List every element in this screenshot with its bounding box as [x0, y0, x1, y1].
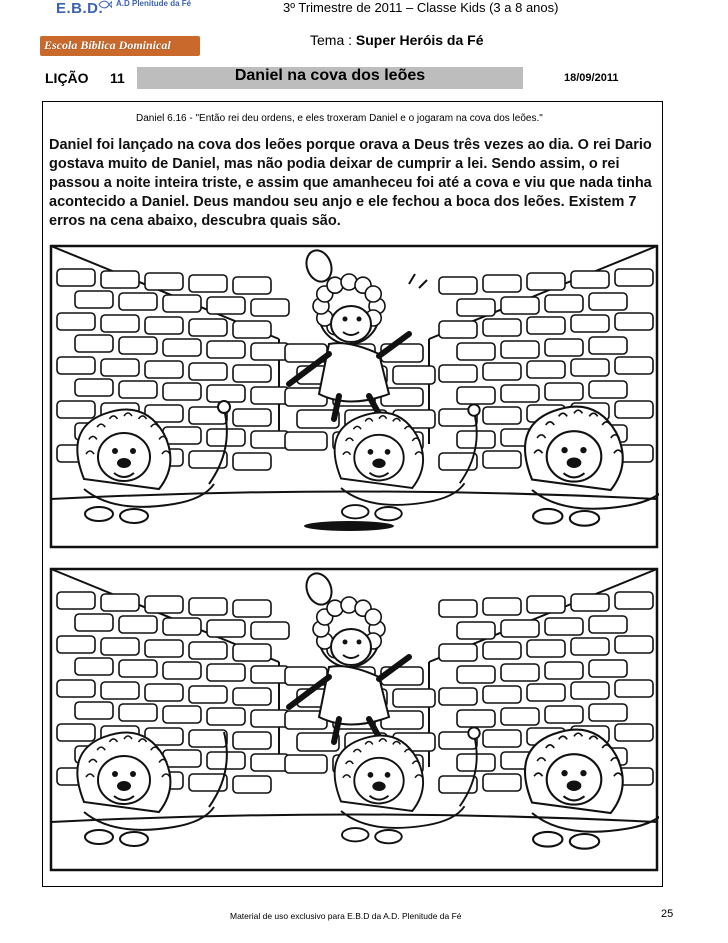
page-number: 25: [661, 908, 674, 920]
lion-den-illustration: [49, 244, 659, 549]
scene-picture-with-errors: [49, 567, 659, 872]
logo-church-name: A.D Plenitude da Fé: [116, 0, 192, 8]
lesson-label: LIÇÃO: [45, 70, 89, 86]
lion-den-illustration-variant: [49, 567, 659, 872]
logo-abbreviation: E.B.D.: [56, 0, 104, 17]
footer-note: Material de uso exclusivo para E.B.D da A.D. Plenitude da Fé: [230, 911, 462, 921]
fish-icon: [98, 0, 112, 9]
intro-paragraph: Daniel foi lançado na cova dos leões porque orava a Deus três vezes ao dia. O rei Dario gostava muito de Daniel, mas não podia deixar de cumprir a lei. Sendo assim, o rei passou a noite inteira triste, e assim que amanheceu foi até a cova e viu que nada tinha acontecido a Daniel. Deus mandou seu anjo e ele fechou a boca dos leões. Existem 7 erros na cena abaixo, descubra quais são.: [49, 137, 652, 229]
theme-line: [310, 32, 484, 48]
logo-subtitle: Escola Bíblica Dominical: [44, 38, 171, 52]
lesson-title: Daniel na cova dos leões: [234, 67, 426, 84]
theme-value: Super Heróis da Fé: [355, 32, 484, 48]
bible-verse: Daniel 6.16 - "Então rei deu ordens, e eles troxeram Daniel e o jogaram na cova dos leões.": [136, 113, 543, 124]
ebd-logo: [40, 0, 210, 60]
lesson-date: 18/09/2011: [564, 72, 619, 84]
scene-picture-original: [49, 244, 659, 549]
lesson-number: 11: [110, 70, 125, 86]
theme-label: Tema :: [310, 32, 356, 48]
quarter-heading: 3º Trimestre de 2011 – Classe Kids (3 a 8 anos): [283, 0, 559, 15]
